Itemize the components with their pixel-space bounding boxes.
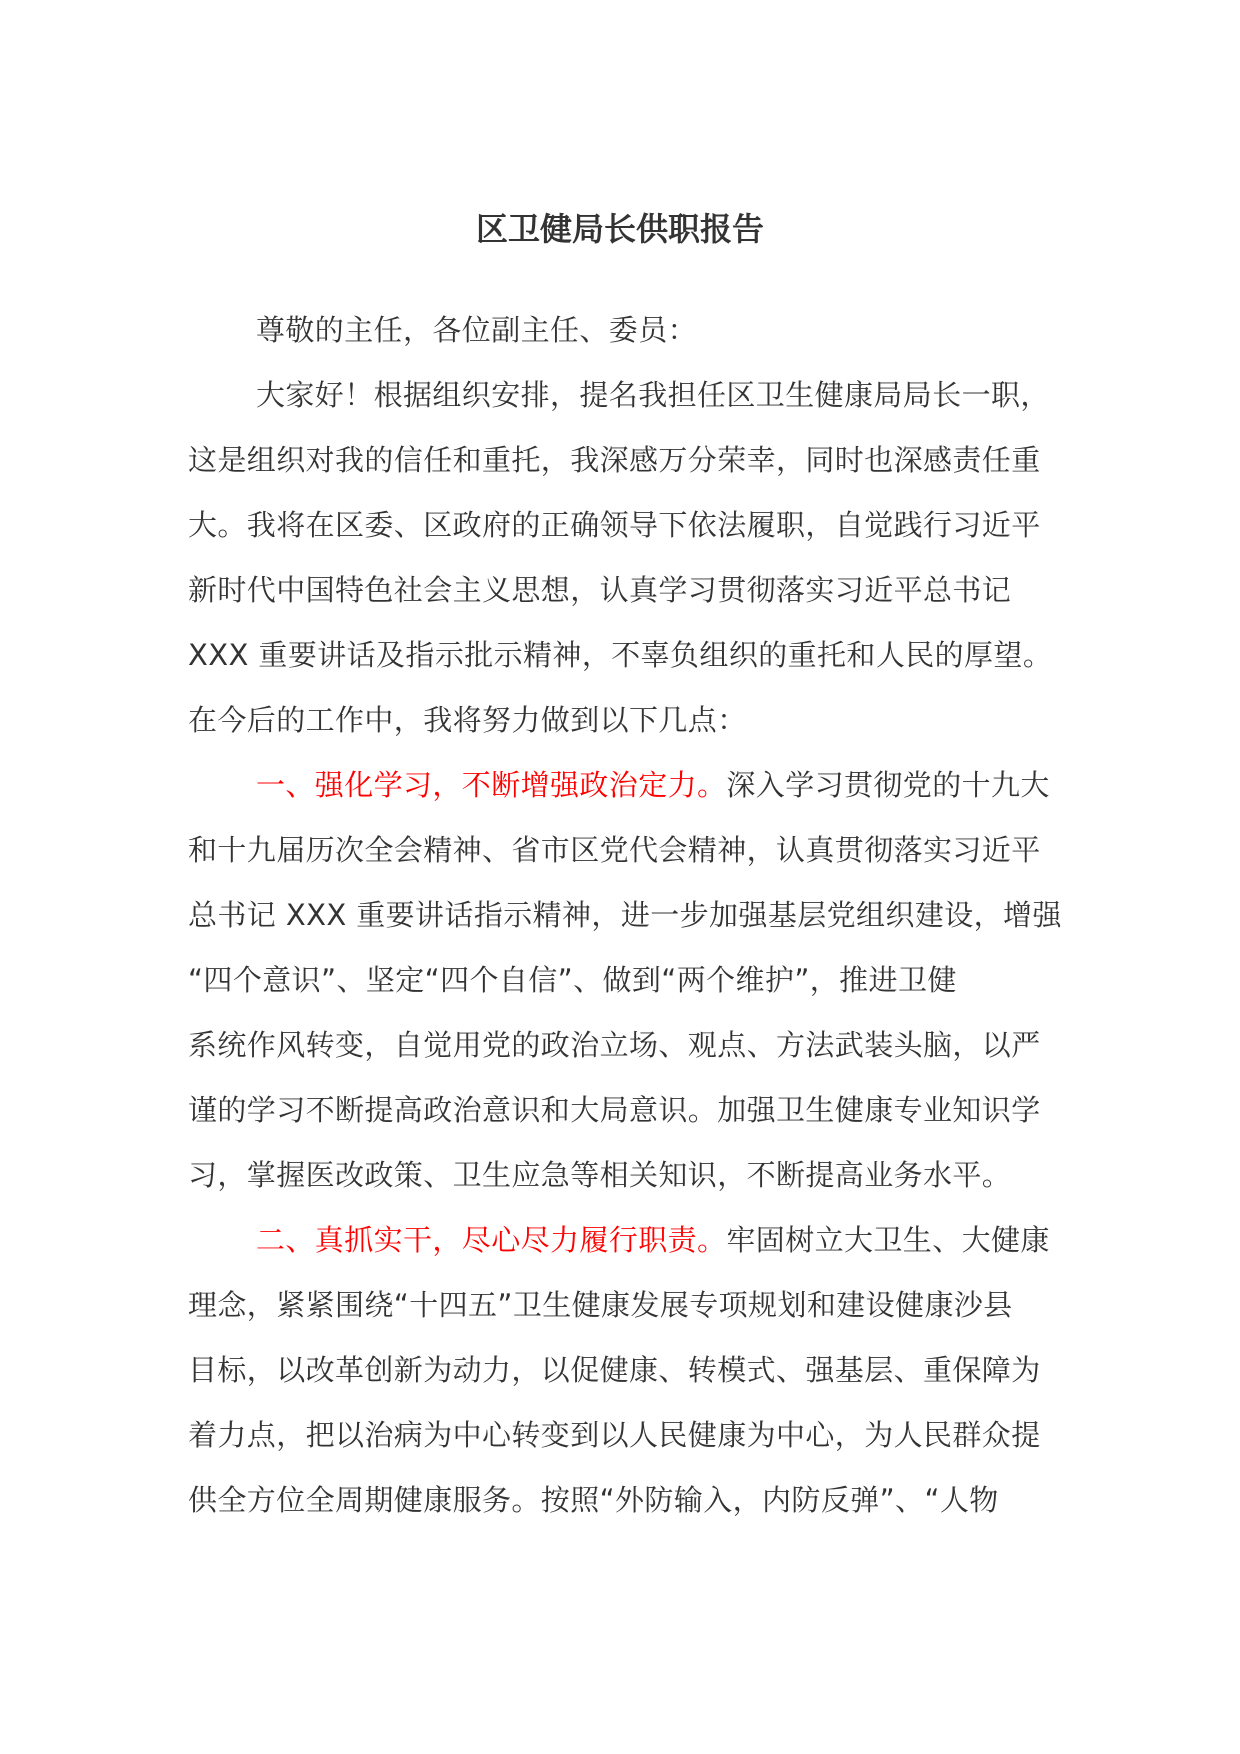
body-line: 总书记 XXX 重要讲话指示精神，进一步加强基层党组织建设，增强: [188, 898, 1062, 932]
body-line: XXX 重要讲话及指示批示精神，不辜负组织的重托和人民的厚望。: [188, 638, 1053, 672]
body-line: 目标，以改革创新为动力，以促健康、转模式、强基层、重保障为: [188, 1353, 1041, 1387]
body-line: “四个意识”、坚定“四个自信”、做到“两个维护”，推进卫健: [188, 963, 957, 997]
section-heading-2: 二、真抓实干，尽心尽力履行职责。: [256, 1223, 727, 1257]
body-line: 谨的学习不断提高政治意识和大局意识。加强卫生健康专业知识学: [188, 1093, 1041, 1127]
body-line: 大家好！根据组织安排，提名我担任区卫生健康局局长一职，: [256, 378, 1050, 412]
section-heading-1: 一、强化学习，不断增强政治定力。: [256, 768, 727, 802]
document-title: 区卫健局长供职报告: [475, 210, 764, 248]
body-line: 这是组织对我的信任和重托，我深感万分荣幸，同时也深感责任重: [188, 443, 1041, 477]
body-line: 习，掌握医改政策、卫生应急等相关知识，不断提高业务水平。: [188, 1158, 1012, 1192]
body-line: 大。我将在区委、区政府的正确领导下依法履职，自觉践行习近平: [188, 508, 1041, 542]
body-line: 新时代中国特色社会主义思想，认真学习贯彻落实习近平总书记: [188, 573, 1012, 607]
body-line: 在今后的工作中，我将努力做到以下几点：: [188, 703, 747, 737]
body-line: 供全方位全周期健康服务。按照“外防输入，内防反弹”、“人物: [188, 1483, 999, 1517]
body-line: 和十九届历次全会精神、省市区党代会精神，认真贯彻落实习近平: [188, 833, 1041, 867]
body-line: 理念，紧紧围绕“十四五”卫生健康发展专项规划和建设健康沙县: [188, 1288, 1013, 1322]
body-line: 着力点，把以治病为中心转变到以人民健康为中心，为人民群众提: [188, 1418, 1041, 1452]
salutation-line: 尊敬的主任，各位副主任、委员：: [256, 313, 698, 347]
section-heading-line: 二、真抓实干，尽心尽力履行职责。牢固树立大卫生、大健康: [256, 1223, 1050, 1257]
body-line: 系统作风转变，自觉用党的政治立场、观点、方法武装头脑，以严: [188, 1028, 1041, 1062]
document-body: [188, 298, 1062, 1533]
section-heading-line: 一、强化学习，不断增强政治定力。深入学习贯彻党的十九大: [256, 768, 1050, 802]
